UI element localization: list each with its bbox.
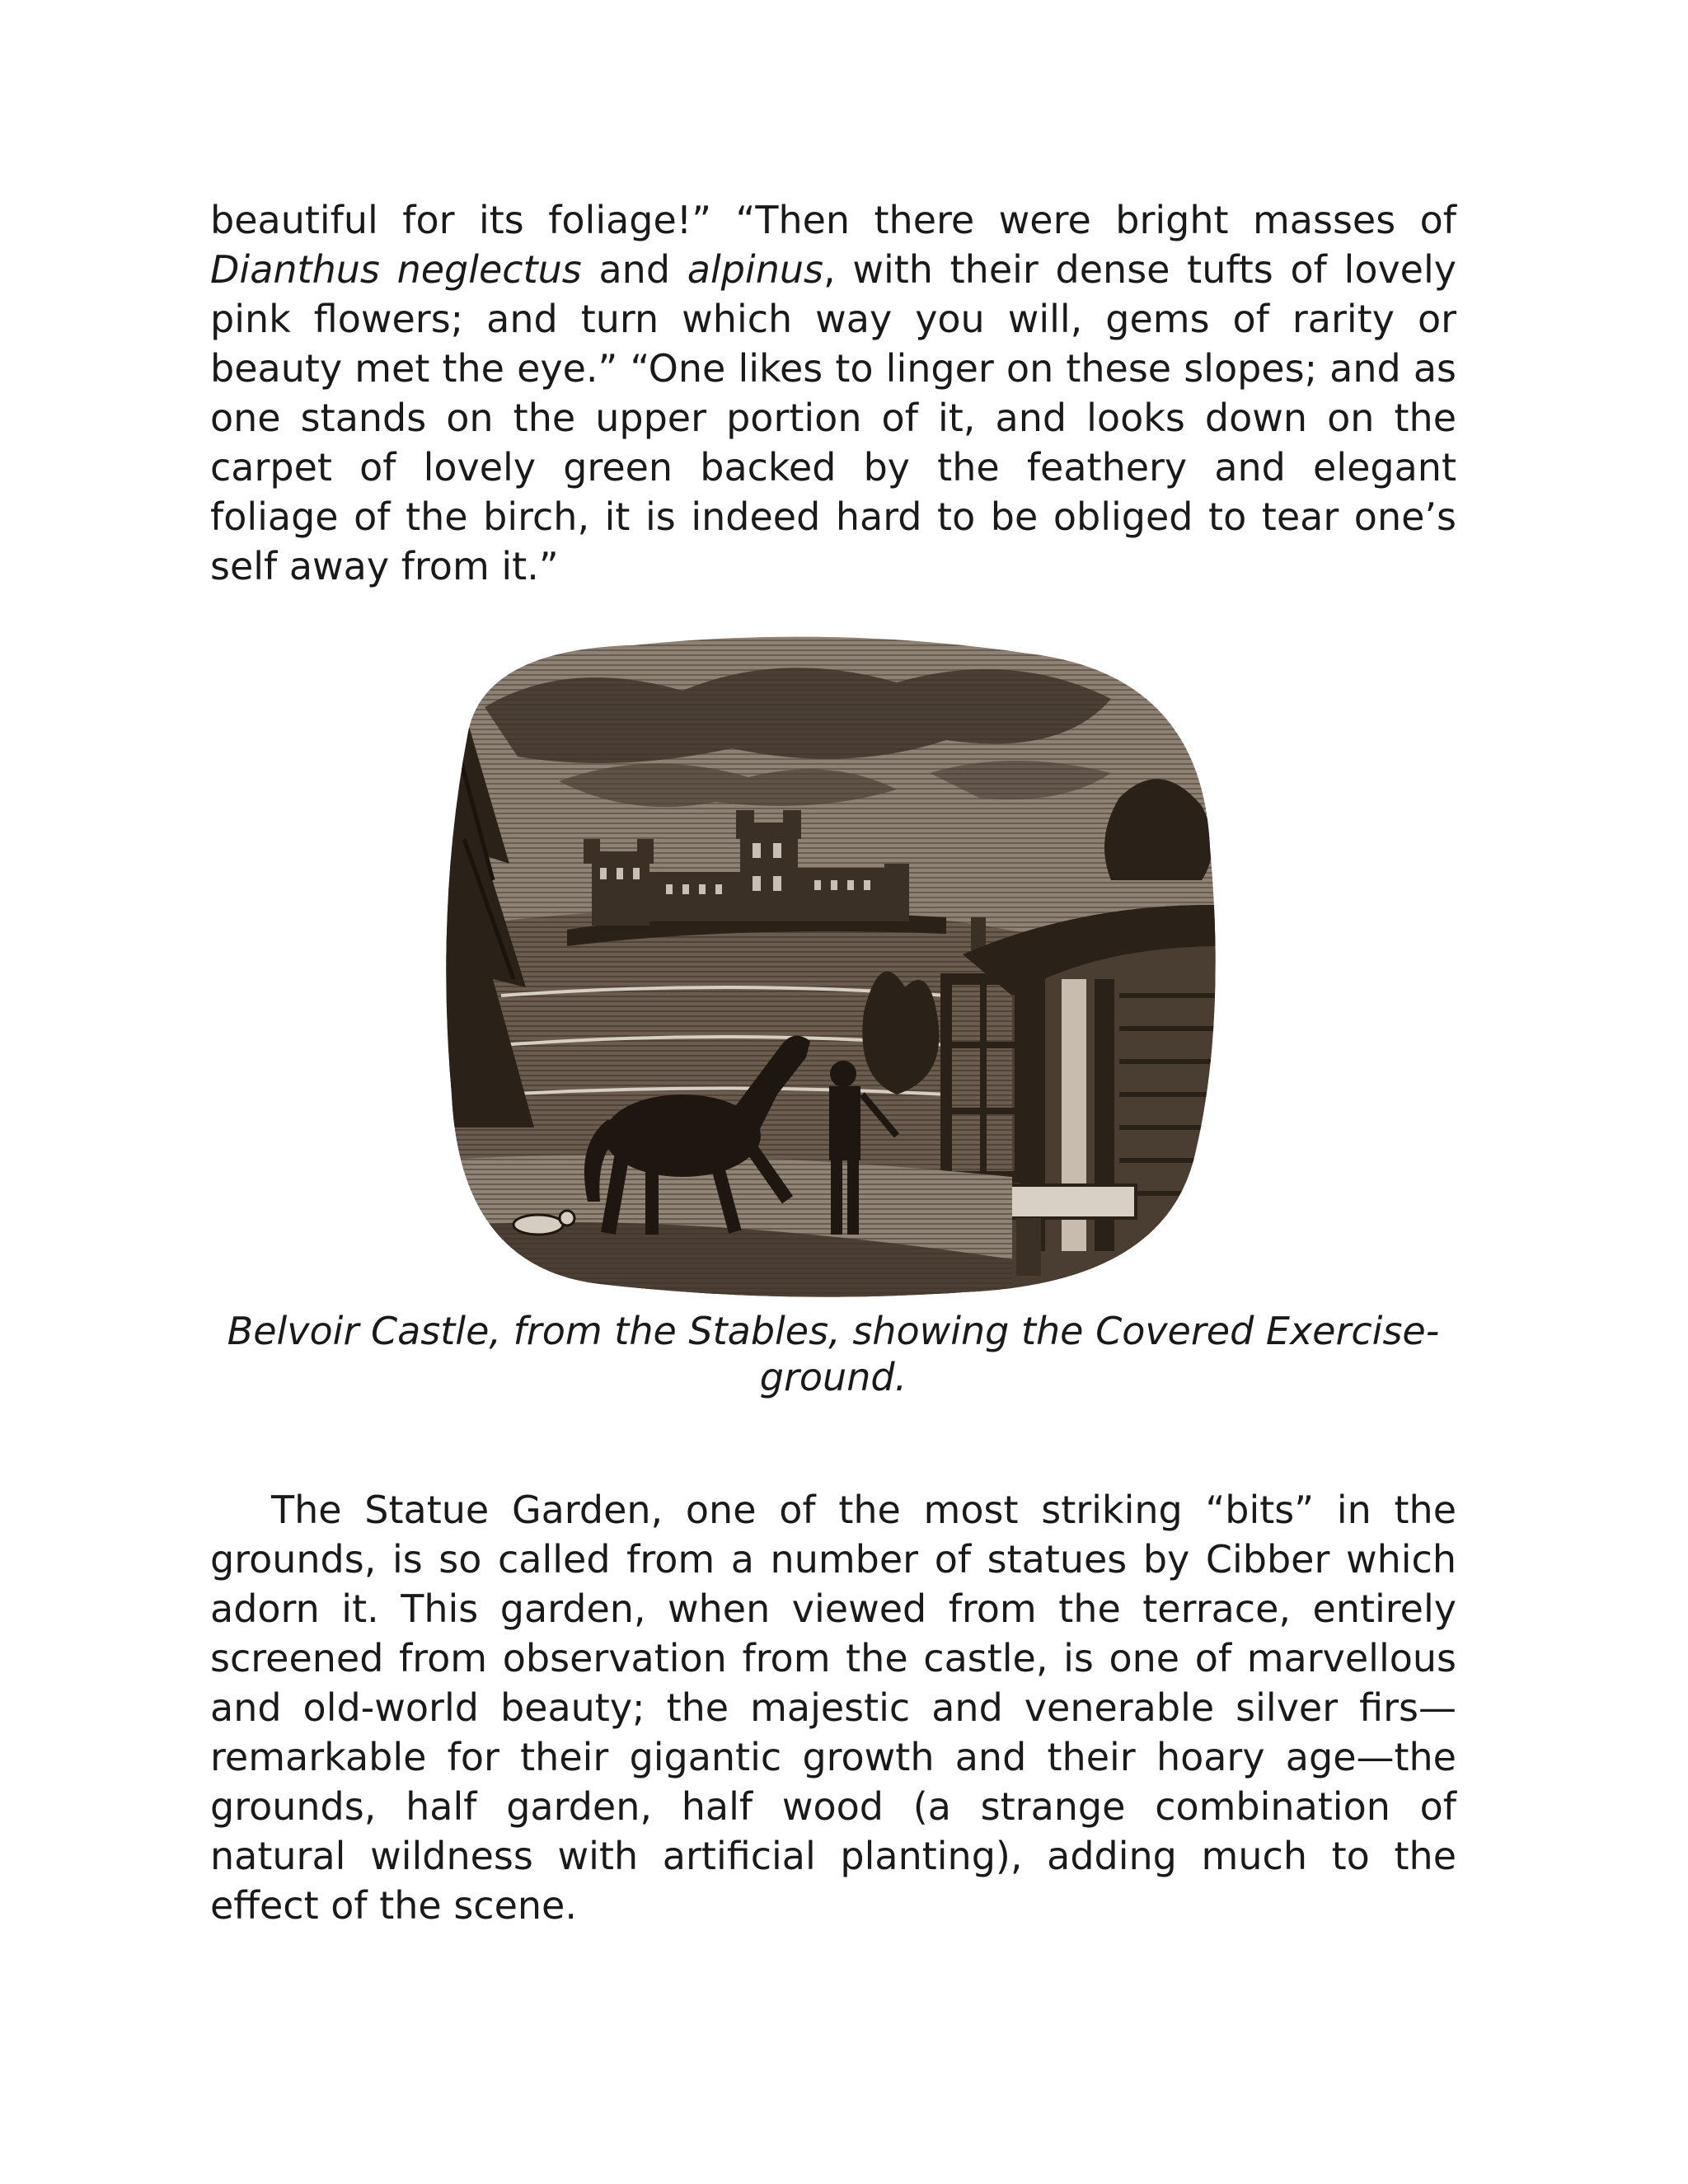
figure-caption: Belvoir Castle, from the Stables, showing the Covered Exercise-ground. xyxy=(227,1309,1440,1399)
paragraph-bottom: The Statue Garden, one of the most striking “bits” in the grounds, is so called from a number of statues by Cibber which adorn it. This garden, when viewed from the terrace, entirely screened from observation from the castle, is one of marvellous and old-world beauty; the majestic and venerable silver firs—remarkable for their gigantic growth and their hoary age—the grounds, half garden, half wood (a strange combination of natural wildness with artificial planting), adding much to the effect of the scene. xyxy=(210,1488,1456,1928)
paragraph-top-italic-alpinus: alpinus xyxy=(687,247,823,292)
paragraph-top-part3: , with their dense tufts of lovely pink flowers; and turn which way you will, gems of rarity or beauty met the eye.” “One likes to linger on these slopes; and as one stands on the upper portion of it, and looks down on the carpet of lovely green backed by the feathery and elegant foliage of the birch, it is indeed hard to be obliged to tear one’s self away from it.” xyxy=(210,247,1456,588)
paragraph-top xyxy=(210,195,1456,591)
engraving-image xyxy=(435,633,1223,1301)
paragraph-top-part2: and xyxy=(581,247,687,292)
paragraph-top-part1: beautiful for its foliage!” “Then there were bright masses of xyxy=(210,198,1456,242)
paragraph-top-italic-dianthus: Dianthus neglectus xyxy=(210,247,582,292)
engraving-illustration xyxy=(435,633,1223,1301)
